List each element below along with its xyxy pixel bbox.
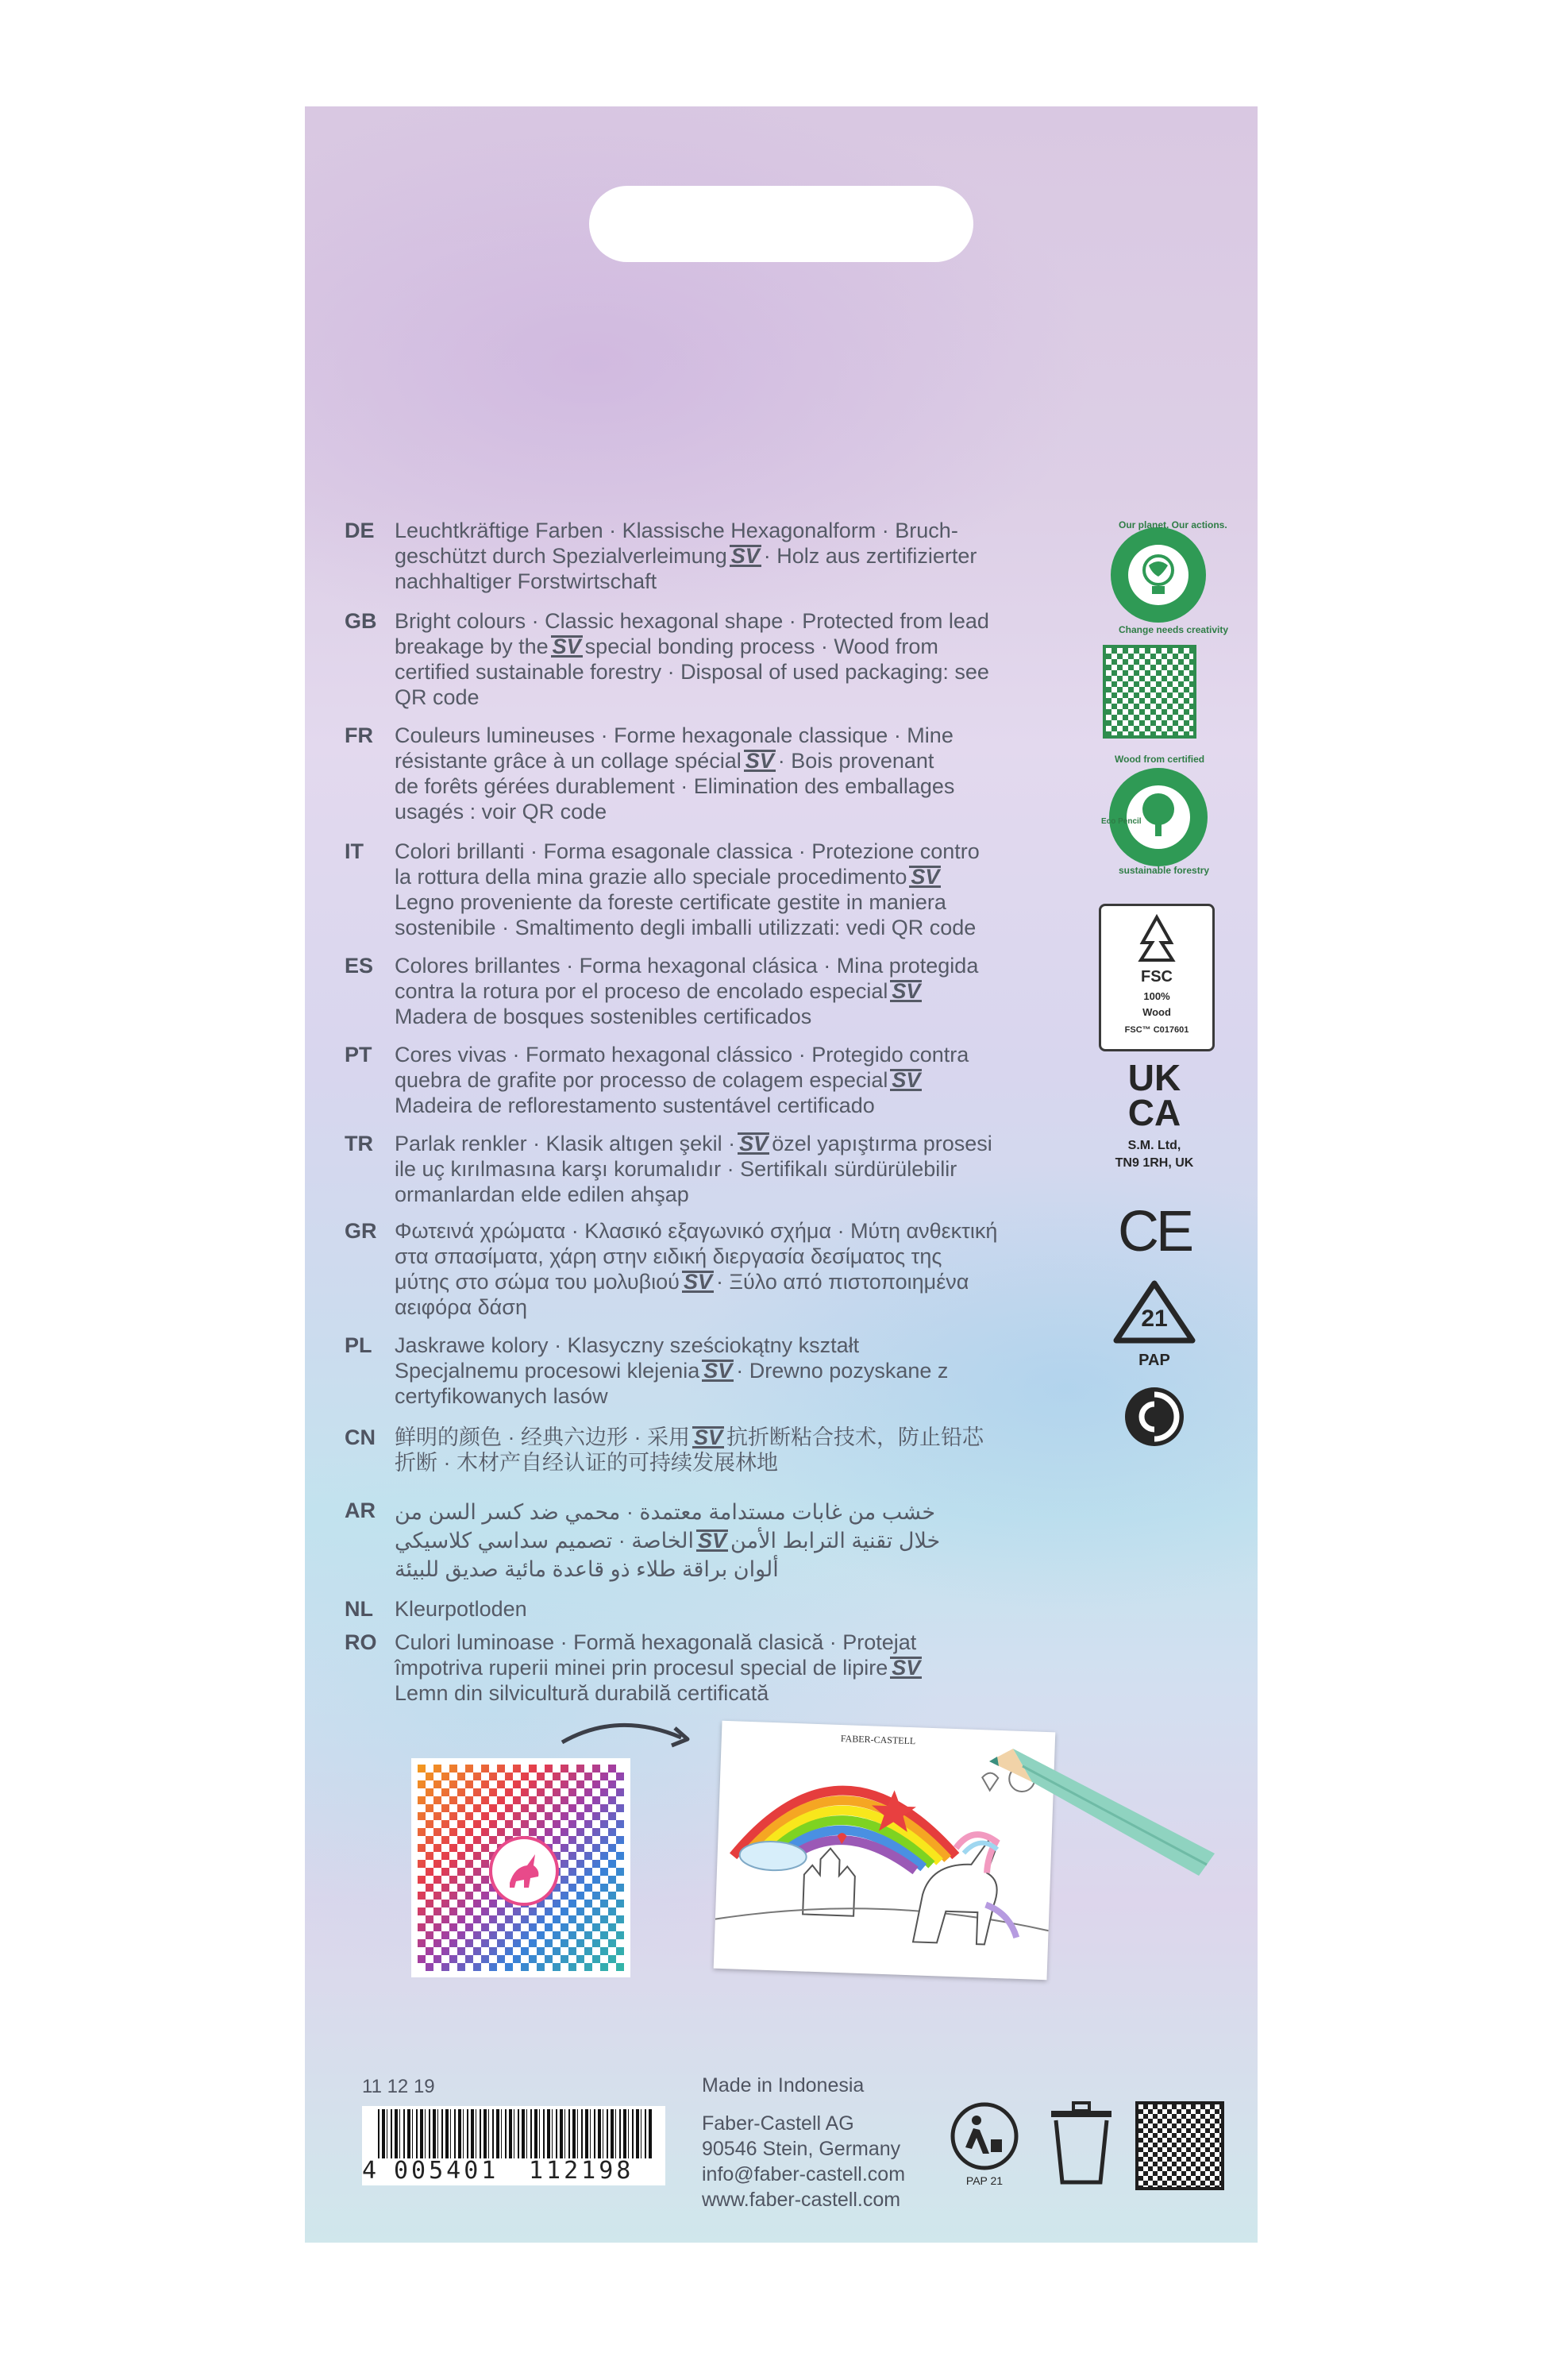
badge-label-middle: Eco Pencil: [1101, 817, 1142, 826]
sv-logo: SV: [694, 1425, 723, 1449]
sv-logo: SV: [730, 544, 760, 568]
lang-text: [395, 1333, 1046, 1409]
packaging-back-card: [305, 106, 1258, 2243]
fsc-tree-icon: [1101, 911, 1212, 966]
ukca-logo-bottom: CA: [1127, 1092, 1181, 1133]
lang-line: de forêts gérées durablement · Elimination des emballages: [395, 774, 955, 798]
pencil-illustration: [984, 1742, 1223, 1877]
barcode-digits-right: 112198: [529, 2157, 634, 2185]
sv-logo: SV: [739, 1132, 769, 1155]
sv-logo: SV: [892, 979, 921, 1003]
lang-row-gr: [345, 1218, 1234, 1321]
lang-line: 折断 · 木材产自经认证的可持续发展林地: [395, 1451, 778, 1475]
lang-line: özel yapıştırma prosesi: [772, 1132, 992, 1155]
recycling-mark: [1107, 1277, 1202, 1372]
lang-line: nachhaltiger Forstwirtschaft: [395, 569, 657, 593]
tidyman-icon: [945, 2101, 1024, 2173]
lang-line: geschützt durch Spezialverleimung: [395, 544, 727, 568]
lang-row-ar: [345, 1498, 1234, 1585]
company-name: Faber-Castell AG: [702, 2112, 854, 2135]
lang-code: GB: [345, 609, 377, 633]
lang-row-pl: [345, 1333, 1234, 1412]
lang-line: Φωτεινά χρώματα · Κλασικό εξαγωνικό σχήμα · Μύτη ανθεκτική: [395, 1219, 998, 1243]
tidyman-pap-mark: [945, 2101, 1024, 2189]
lang-text: [395, 953, 1046, 1029]
lang-line: αειφόρα δάση: [395, 1295, 527, 1319]
lang-line: Parlak renkler · Klasik altıgen şekil ·: [395, 1132, 736, 1155]
arrow-icon: [557, 1711, 700, 1774]
made-in: Made in Indonesia: [702, 2074, 865, 2096]
lang-code: AR: [345, 1499, 376, 1522]
lang-line: خشب من غابات مستدامة معتمدة · محمي ضد كسر السن من: [395, 1500, 936, 1524]
lang-code: PT: [345, 1043, 372, 1067]
pap-small-label: PAP 21: [965, 2174, 1004, 2187]
lang-text: [395, 608, 1046, 710]
lang-line: contra la rotura por el proceso de encolado especial: [395, 979, 888, 1003]
lang-line: la rottura della mina grazie allo speciale procedimento: [395, 865, 907, 889]
lang-line: Culori luminoase · Formă hexagonală clasică · Protejat: [395, 1630, 917, 1654]
lang-code: RO: [345, 1630, 377, 1654]
lang-line: · Bois provenant: [777, 749, 934, 773]
sv-logo: SV: [698, 1529, 727, 1553]
lang-line: · Holz aus zertifizierter: [763, 544, 977, 568]
lang-code: DE: [345, 519, 375, 542]
lang-code: PL: [345, 1333, 372, 1357]
badge-label-top: Wood from certified: [1115, 754, 1205, 765]
lang-line: ألوان براقة طلاء ذو قاعدة مائية صديق للبيئة: [395, 1557, 779, 1581]
rainbow-qr-code: [411, 1758, 630, 1977]
lang-code: NL: [345, 1597, 373, 1621]
recycle-number: 21: [1141, 1306, 1168, 1332]
ukca-address: S.M. Ltd,: [1127, 1139, 1181, 1152]
lang-line: Leuchtkräftige Farben · Klassische Hexagonalform · Bruch-: [395, 519, 958, 542]
hang-hole: [589, 186, 973, 262]
lang-line: 抗折断粘合技术，防止铅芯: [726, 1425, 984, 1449]
lang-line: usagés : voir QR code: [395, 800, 607, 824]
lang-line: breakage by the: [395, 635, 549, 658]
lang-line: Specjalnemu procesowi klejenia: [395, 1359, 700, 1383]
lang-line: Kleurpotloden: [395, 1597, 527, 1621]
lang-row-cn: [345, 1425, 1234, 1480]
lang-line: special bonding process · Wood from: [584, 635, 938, 658]
lang-code: CN: [345, 1425, 376, 1449]
fsc-wood: Wood: [1142, 1006, 1171, 1018]
article-number: 11 12 19: [362, 2076, 435, 2097]
lang-code: TR: [345, 1132, 373, 1155]
our-planet-badge: [1087, 519, 1230, 638]
lang-line: خلال تقنية الترابط الأمن: [730, 1529, 941, 1553]
ukca-mark: [1099, 1059, 1210, 1178]
lang-line: Jaskrawe kolory · Klasyczny sześciokątny kształt: [395, 1333, 860, 1357]
lang-text: [395, 1596, 1046, 1622]
lang-line: 鲜明的颜色 · 经典六边形 · 采用: [395, 1425, 690, 1449]
lang-code: GR: [345, 1219, 377, 1243]
lang-text: [395, 1042, 1046, 1118]
lang-text: [395, 518, 1046, 594]
sv-logo: SV: [911, 865, 940, 889]
company-email: info@faber-castell.com: [702, 2163, 906, 2185]
lang-line: Colores brillantes · Forma hexagonal clásica · Mina protegida: [395, 954, 979, 978]
lang-row-ro: [345, 1630, 1234, 1709]
lang-line: Cores vivas · Formato hexagonal clássico · Protegido contra: [395, 1043, 969, 1067]
bottom-qr-code: [1135, 2101, 1224, 2190]
sv-logo: SV: [683, 1270, 712, 1294]
company-website: www.faber-castell.com: [702, 2189, 901, 2211]
lang-text: [395, 1425, 1046, 1475]
fsc-logo-text: FSC: [1141, 968, 1173, 986]
lang-line: Bright colours · Classic hexagonal shape · Protected from lead: [395, 609, 989, 633]
fsc-label: [1099, 904, 1215, 1051]
lang-line: στα σπασίματα, χάρη στην ειδική διεργασία δεσίματος της: [395, 1244, 942, 1268]
card-brand-text: FABER-CASTELL: [840, 1732, 916, 1747]
lang-line: ormanlardan elde edilen ahşap: [395, 1182, 689, 1206]
fsc-license: FSC™ C017601: [1124, 1025, 1189, 1035]
small-qr-code: [1103, 645, 1196, 739]
recycle-label: PAP: [1138, 1352, 1170, 1369]
lang-line: Madera de bosques sostenibles certificados: [395, 1005, 812, 1028]
lang-line: Lemn din silvicultură durabilă certificată: [395, 1681, 769, 1705]
lang-line: الخاصة · تصميم سداسي كلاسيكي: [395, 1529, 695, 1553]
lang-text: [395, 1131, 1046, 1207]
fsc-percent: 100%: [1143, 990, 1170, 1002]
ukca-logo-top: UK: [1127, 1057, 1181, 1098]
lang-code: IT: [345, 839, 364, 863]
lang-line: Colori brillanti · Forma esagonale classica · Protezione contro: [395, 839, 980, 863]
lang-line: μύτης στο σώμα του μολυβιού: [395, 1270, 680, 1294]
badge-label-bottom: Change needs creativity: [1119, 624, 1229, 635]
lang-line: QR code: [395, 685, 480, 709]
company-address: 90546 Stein, Germany: [702, 2138, 901, 2160]
lang-line: ile uç kırılmasına karşı korumalıdır · Sertifikalı sürdürülebilir: [395, 1157, 957, 1181]
lang-line: · Ξύλο από πιστοποιημένα: [715, 1270, 969, 1294]
barcode-digits-left: 005401: [394, 2157, 499, 2185]
lang-line: sostenibile · Smaltimento degli imballi utilizzati: vedi QR code: [395, 916, 977, 939]
barcode-digit-prefix: 4: [362, 2157, 380, 2185]
lang-text: [395, 1498, 998, 1583]
lang-row-nl: [345, 1596, 1234, 1625]
lang-line: Madeira de reflorestamento sustentável certificado: [395, 1094, 875, 1117]
lang-line: Legno proveniente da foreste certificate gestite in maniera: [395, 890, 946, 914]
lang-text: [395, 723, 1046, 824]
ukca-address: TN9 1RH, UK: [1115, 1156, 1194, 1170]
lang-text: [395, 1218, 1046, 1320]
unicorn-icon: [492, 1839, 556, 1903]
eco-pencil-badge: [1087, 754, 1230, 885]
lang-line: Couleurs lumineuses · Forme hexagonale classique · Mine: [395, 723, 954, 747]
lang-line: certyfikowanych lasów: [395, 1384, 608, 1408]
trash-bin-icon: [1043, 2100, 1119, 2187]
lang-line: certified sustainable forestry · Disposal of used packaging: see: [395, 660, 989, 684]
sv-logo: SV: [552, 635, 581, 658]
lang-line: quebra de grafite por processo de colagem especial: [395, 1068, 888, 1092]
lang-text: [395, 839, 1046, 940]
badge-label-bottom: sustainable forestry: [1119, 865, 1210, 876]
planet-bulb-icon: [1087, 519, 1230, 638]
sv-logo: SV: [745, 749, 774, 773]
sv-logo: SV: [892, 1068, 921, 1092]
ce-mark: CE: [1117, 1200, 1192, 1263]
lang-line: împotriva ruperii minei prin procesul special de lipire: [395, 1656, 888, 1680]
lang-line: · Drewno pozyskane z: [736, 1359, 949, 1383]
green-dot-icon: [1123, 1385, 1186, 1448]
barcode: [362, 2106, 665, 2185]
lang-text: [395, 1630, 1046, 1706]
sv-logo: SV: [892, 1656, 921, 1680]
badge-label-top: Our planet. Our actions.: [1119, 519, 1227, 530]
lang-line: résistante grâce à un collage spécial: [395, 749, 742, 773]
lang-code: FR: [345, 723, 373, 747]
lang-code: ES: [345, 954, 374, 978]
sv-logo: SV: [703, 1359, 733, 1383]
